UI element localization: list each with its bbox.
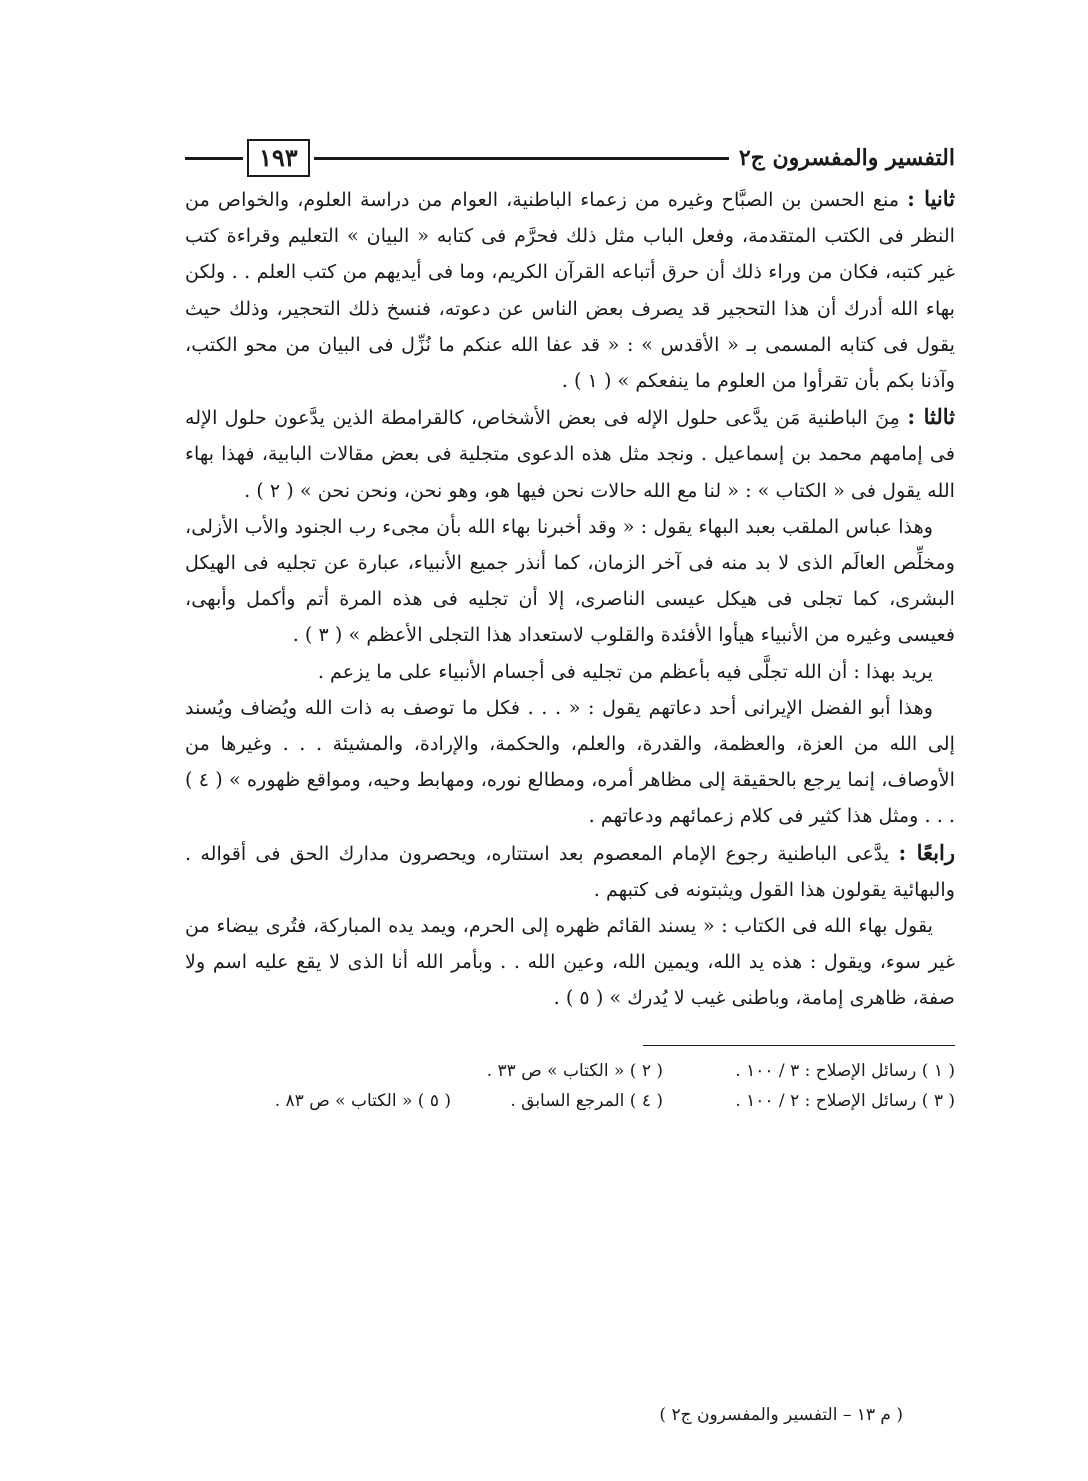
paragraph-abul-fadl: وهذا أبو الفضل الإيرانى أحد دعاتهم يقول : « . . . فكل ما توصف به ذات الله ويُضاف ويُسند إلى الله من العزة، والعظمة، والقدرة، والعلم، والحكمة، والإرادة، والمشيئة . . . وغيرها من الأوصاف، إنما يرجع بالحقيقة إلى مظاهر أمره، ومطالع نوره، ومهابط وحيه، ومواقع ظهوره » ( ٤ ) . . . ومثل هذا كثير فى كلام زعمائهم ودعاتهم . xyxy=(185,695,955,828)
header-rule-left xyxy=(185,157,243,160)
paragraph-lead: رابعًا : xyxy=(898,839,956,865)
footnote-5: ( ٥ ) « الكتاب » ص ٨٣ . xyxy=(274,1090,451,1111)
running-header xyxy=(185,135,955,181)
signature-footer: ( م ١٣ – التفسير والمفسرون ج٢ ) xyxy=(659,1405,903,1425)
header-rule xyxy=(314,157,729,160)
paragraph-abbas: وهذا عباس الملقب بعبد البهاء يقول : « وقد أخبرنا بهاء الله بأن مجىء رب الجنود والأب الأزلى، ومخلِّص العالَم الذى لا بد منه فى آخر الزمان، كما أنذر جميع الأنبياء، عبارة عن تجليه فى الهيكل البشرى، كما تجلى فى هيكل عيسى الناصرى، إلا أن تجليه فى هذه المرة أتم وأكمل وأبهى، فعيسى وغيره من الأنبياء هيأوا الأفئدة والقلوب لاستعداد هذا التجلى الأعظم » ( ٣ ) . xyxy=(185,514,955,647)
footnote-separator xyxy=(643,1045,955,1046)
paragraph-text: يدَّعى الباطنية رجوع الإمام المعصوم بعد استتاره، ويحصرون مدارك الحق فى أقواله . والبهائية يقولون هذا القول ويثبتونه فى كتبهم . xyxy=(185,841,955,901)
main-text xyxy=(185,181,955,1017)
paragraph-text: منع الحسن بن الصبَّاح وغيره من زعماء الباطنية، العوام من دراسة العلوم، والخواص من النظر فى الكتب المتقدمة، وفعل الباب مثل ذلك فحرَّم فى كتابه « البيان » التعليم وقراءة كتب غير كتبه، فكان من وراء ذلك أن حرق أتباعه القرآن الكريم، وما فى أيديهم من كتب العلم . . ولكن بهاء الله أدرك أن هذا التحجير قد يصرف بعض الناس عن دعوته، فنسخ ذلك التحجير، وذلك حيث يقول فى كتابه المسمى بـ « الأقدس » : « قد عفا الله عنكم ما نُزِّل فى البيان من محو الكتب، وآذنا بكم بأن تقرأوا من العلوم ما ينفعكم » ( ١ ) . xyxy=(185,188,955,393)
footnote-3: ( ٣ ) رسائل الإصلاح : ٢ / ١٠٠ . xyxy=(735,1090,955,1111)
footnote-4: ( ٤ ) المرجع السابق . xyxy=(510,1090,663,1111)
paragraph-yaqul: يقول بهاء الله فى الكتاب : « يسند القائم ظهره إلى الحرم، ويمد يده المباركة، فتُرى بيضاء من غير سوء، ويقول : هذه يد الله، ويمين الله، وعين الله . . وبأمر الله أنا الذى لا يقع عليه اسم ولا صفة، ظاهرى إمامة، وباطنى غيب لا يُدرك » ( ٥ ) . xyxy=(185,914,955,1010)
footnote-2: ( ٢ ) « الكتاب » ص ٣٣ . xyxy=(486,1060,663,1081)
page xyxy=(185,135,955,1116)
book-title: التفسير والمفسرون ج٢ xyxy=(738,145,955,171)
footnote-row xyxy=(185,1056,955,1086)
footnote-1: ( ١ ) رسائل الإصلاح : ٣ / ١٠٠ . xyxy=(735,1060,955,1081)
footnotes xyxy=(185,1056,955,1116)
paragraph-lead: ثالثا : xyxy=(907,404,955,430)
paragraph-thaniyan xyxy=(185,181,955,399)
paragraph-rabian xyxy=(185,835,955,908)
paragraph-yurid: يريد بهذا : أن الله تجلَّى فيه بأعظم من تجليه فى أجسام الأنبياء على ما يزعم . xyxy=(317,659,933,683)
paragraph-lead: ثانيا : xyxy=(907,186,955,211)
page-number: ١٩٣ xyxy=(247,139,310,177)
paragraph-thalithan xyxy=(185,399,955,509)
paragraph-text: مِنَ الباطنية مَن يدَّعى حلول الإله فى بعض الأشخاص، كالقرامطة الذين يدَّعون حلول الإله فى إمامهم محمد بن إسماعيل . ونجد مثل هذه الدعوى متجلية فى بعض مقالات البابية، فهذا بهاء الله يقول فى « الكتاب » : « لنا مع الله حالات نحن فيها هو، وهو نحن، ونحن نحن » ( ٢ ) . xyxy=(185,406,955,502)
footnote-row xyxy=(185,1086,955,1116)
